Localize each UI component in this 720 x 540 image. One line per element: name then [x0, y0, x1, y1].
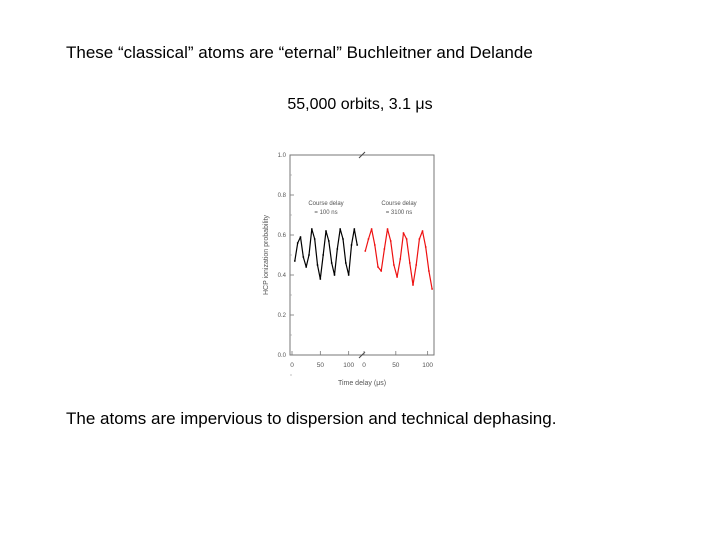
- data-point-left: [325, 230, 327, 232]
- slide-title: These “classical” atoms are “eternal” Buchleitner and Delande: [66, 43, 533, 62]
- series-line-left: [295, 229, 357, 279]
- data-point-left: [345, 262, 347, 264]
- series-line-right: [365, 229, 432, 289]
- x-tick-label: 50: [316, 362, 324, 369]
- data-point-left: [356, 244, 358, 246]
- data-point-right: [390, 240, 392, 242]
- oscillation-chart: [250, 145, 445, 395]
- x-tick-label: 0: [362, 362, 366, 369]
- y-axis: [278, 153, 294, 375]
- data-point-left: [314, 238, 316, 240]
- x-axis-label: Time delay (μs): [337, 380, 387, 387]
- data-point-left: [353, 228, 355, 230]
- data-point-left: [334, 274, 336, 276]
- y-tick-label: 1.0: [277, 153, 286, 159]
- data-point-right: [406, 238, 408, 240]
- data-point-left: [294, 260, 296, 262]
- data-point-right: [393, 264, 395, 266]
- data-point-left: [317, 264, 319, 266]
- data-point-right: [425, 246, 427, 248]
- data-point-right: [431, 288, 433, 290]
- data-point-right: [399, 258, 401, 260]
- x-axis: [290, 351, 433, 369]
- data-point-left: [342, 238, 344, 240]
- panel-annotation-left: = 100 ns: [314, 210, 338, 216]
- data-point-right: [364, 250, 366, 252]
- annotation-layer: [308, 201, 416, 216]
- data-point-left: [319, 278, 321, 280]
- data-point-left: [336, 248, 338, 250]
- x-tick-label: 100: [422, 362, 434, 369]
- series-layer: [294, 228, 433, 290]
- data-point-right: [383, 248, 385, 250]
- data-point-right: [409, 262, 411, 264]
- data-point-right: [368, 238, 370, 240]
- data-point-left: [322, 254, 324, 256]
- data-point-left: [331, 262, 333, 264]
- data-point-left: [351, 244, 353, 246]
- slide-subtitle: 55,000 orbits, 3.1 μs: [287, 96, 433, 113]
- x-tick-label: 50: [392, 362, 400, 369]
- plot-frame: [290, 155, 434, 355]
- data-point-left: [348, 274, 350, 276]
- panel-annotation-left: Course delay: [308, 201, 344, 207]
- y-tick-label: 0.6: [277, 233, 286, 239]
- data-point-right: [374, 244, 376, 246]
- data-point-right: [428, 270, 430, 272]
- data-point-right: [377, 266, 379, 268]
- slide-footer: The atoms are impervious to dispersion and technical dephasing.: [66, 409, 557, 428]
- data-point-left: [297, 242, 299, 244]
- data-point-right: [422, 230, 424, 232]
- data-point-right: [396, 276, 398, 278]
- data-point-left: [300, 236, 302, 238]
- panel-annotation-right: = 3100 ns: [385, 210, 413, 216]
- data-point-left: [305, 266, 307, 268]
- y-axis-label: HCP ionization probability: [263, 214, 270, 296]
- panel-annotation-right: Course delay: [381, 201, 417, 207]
- data-point-right: [412, 284, 414, 286]
- data-point-left: [302, 256, 304, 258]
- y-tick-label: 0.8: [277, 193, 286, 199]
- data-point-right: [403, 232, 405, 234]
- data-point-left: [311, 228, 313, 230]
- y-tick-label: 0.2: [277, 313, 286, 319]
- data-point-right: [371, 228, 373, 230]
- data-point-right: [415, 264, 417, 266]
- data-point-right: [418, 238, 420, 240]
- y-tick-label: 0.0: [277, 353, 286, 359]
- x-tick-label: 0: [290, 362, 294, 369]
- data-point-right: [380, 270, 382, 272]
- data-point-left: [339, 228, 341, 230]
- x-tick-label: 100: [343, 362, 355, 369]
- y-tick-label: 0.4: [277, 273, 286, 279]
- data-point-left: [328, 240, 330, 242]
- data-point-right: [387, 228, 389, 230]
- data-point-left: [308, 254, 310, 256]
